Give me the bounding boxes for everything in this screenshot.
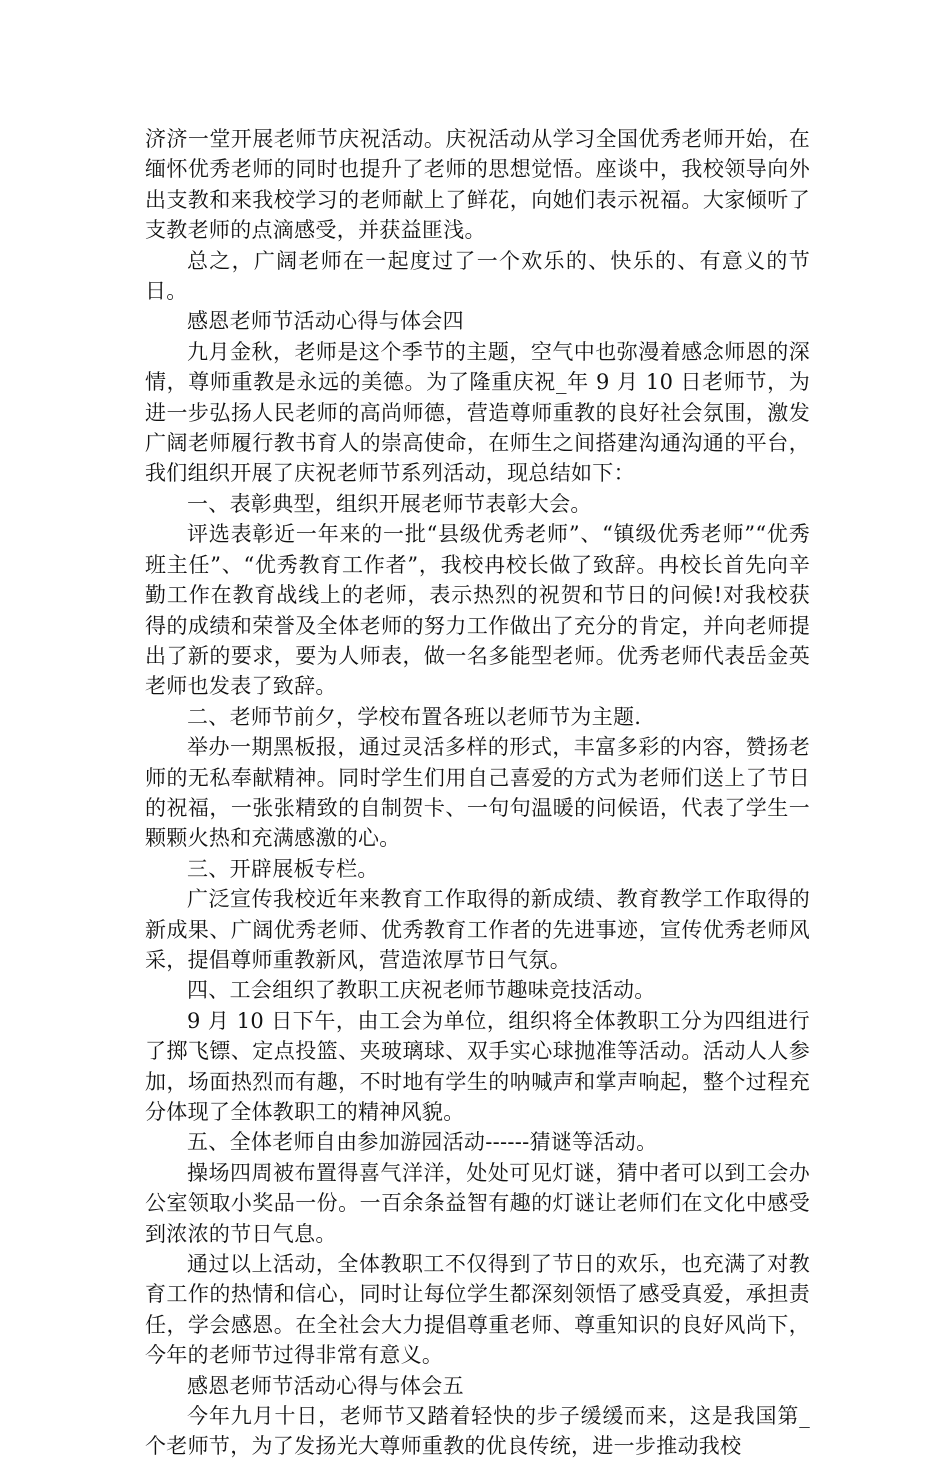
item-heading-one: 一、表彰典型，组织开展老师节表彰大会。 xyxy=(187,491,592,516)
item-heading-four: 四、工会组织了教职工庆祝老师节趣味竞技活动。 xyxy=(187,978,656,1003)
paragraph-item-three: 广泛宣传我校近年来教育工作取得的新成绩、教育教学工作取得的新成果、广阔优秀老师、优秀教育工作者的先进事迹，宣传优秀老师风采，提倡尊师重教新风，营造浓厚节日气氛。 xyxy=(145,887,810,972)
paragraph-item-two: 举办一期黑板报，通过灵活多样的形式，丰富多彩的内容，赞扬老师的无私奉献精神。同时学生们用自己喜爱的方式为老师们送上了节日的祝福，一张张精致的自制贺卡、一句句温暖的问候语，代表了学生一颗颗火热和充满感激的心。 xyxy=(145,735,810,851)
item-heading-five: 五、全体老师自由参加游园活动------猜谜等活动。 xyxy=(187,1130,658,1155)
item-heading-three: 三、开辟展板专栏。 xyxy=(187,856,379,881)
document-body xyxy=(145,124,810,1462)
paragraph-item-five: 操场四周被布置得喜气洋洋，处处可见灯谜，猜中者可以到工会办公室领取小奖品一份。一百余条益智有趣的灯谜让老师们在文化中感受到浓浓的节日气息。 xyxy=(145,1160,810,1246)
paragraph-intro: 九月金秋，老师是这个季节的主题，空气中也弥漫着感念师恩的深情，尊师重教是永远的美德。为了隆重庆祝_年 9 月 10 日老师节，为进一步弘扬人民老师的高尚师德，营造尊师重教的良好社会氛围，激发广阔老师履行教书育人的崇高使命，在师生之间搭建沟通沟通的平台，我们组织开展了庆祝老师节系列活动，现总结如下： xyxy=(145,339,810,486)
paragraph-section-five-intro: 今年九月十日，老师节又踏着轻快的步子缓缓而来，这是我国第_个老师节，为了发扬光大尊师重教的优良传统，进一步推动我校 xyxy=(145,1404,810,1459)
item-heading-two: 二、老师节前夕，学校布置各班以老师节为主题. xyxy=(187,704,642,729)
paragraph-item-four: 9 月 10 日下午，由工会为单位，组织将全体教职工分为四组进行了掷飞镖、定点投篮、夹玻璃球、双手实心球抛准等活动。活动人人参加，场面热烈而有趣，不时地有学生的呐喊声和掌声响起，整个过程充分体现了全体教职工的精神风貌。 xyxy=(145,1008,810,1124)
paragraph-conclusion: 通过以上活动，全体教职工不仅得到了节日的欢乐，也充满了对教育工作的热情和信心，同时让每位学生都深刻领悟了感受真爱，承担责任，学会感恩。在全社会大力提倡尊重老师、尊重知识的良好风尚下，今年的老师节过得非常有意义。 xyxy=(145,1252,810,1368)
paragraph-summary: 总之，广阔老师在一起度过了一个欢乐的、快乐的、有意义的节日。 xyxy=(145,248,810,304)
paragraph-item-one: 评选表彰近一年来的一批“县级优秀老师”、“镇级优秀老师”“优秀班主任”、“优秀教育工作者”，我校冉校长做了致辞。冉校长首先向辛勤工作在教育战线上的老师，表示热烈的祝贺和节日的问候!对我校获得的成绩和荣誉及全体老师的努力工作做出了充分的肯定，并向老师提出了新的要求，要为人师表，做一名多能型老师。优秀老师代表岳金英老师也发表了致辞。 xyxy=(145,522,810,699)
paragraph-continuation: 济济一堂开展老师节庆祝活动。庆祝活动从学习全国优秀老师开始，在缅怀优秀老师的同时也提升了老师的思想觉悟。座谈中，我校领导向外出支教和来我校学习的老师献上了鲜花，向她们表示祝福。大家倾听了支教老师的点滴感受，并获益匪浅。 xyxy=(145,127,810,243)
section-heading-five: 感恩老师节活动心得与体会五 xyxy=(187,1373,464,1398)
section-heading-four: 感恩老师节活动心得与体会四 xyxy=(187,309,464,334)
